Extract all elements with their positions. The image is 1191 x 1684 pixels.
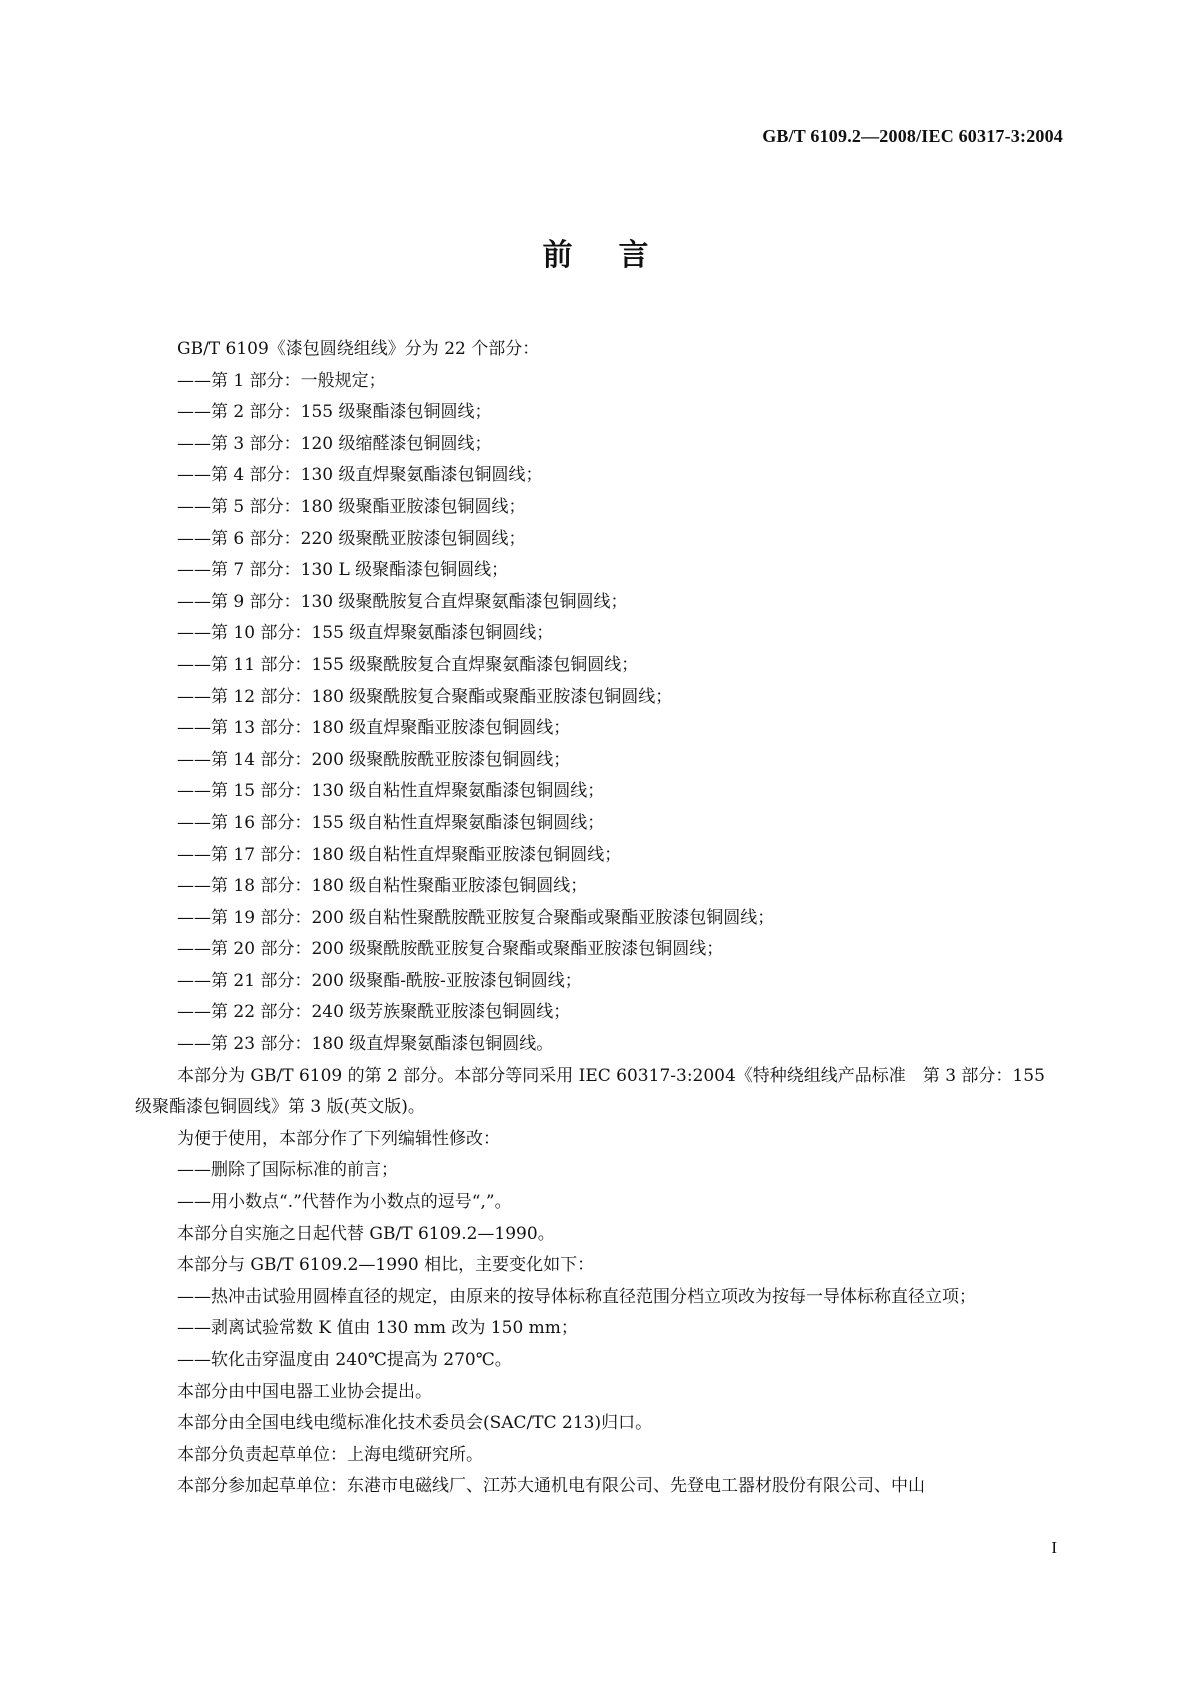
- list-item: ——第 3 部分：120 级缩醛漆包铜圆线；: [177, 433, 492, 454]
- drafter-paragraph: 本部分负责起草单位：上海电缆研究所。: [177, 1444, 483, 1465]
- list-item: ——第 18 部分：180 级自粘性聚酯亚胺漆包铜圆线；: [177, 876, 588, 897]
- changes-intro-paragraph: 本部分与 GB/T 6109.2—1990 相比，主要变化如下：: [177, 1255, 595, 1276]
- list-item: ——第 19 部分：200 级自粘性聚酰胺酰亚胺复合聚酯或聚酯亚胺漆包铜圆线；: [177, 907, 775, 928]
- centralized-paragraph: 本部分由全国电线电缆标准化技术委员会(SAC/TC 213)归口。: [177, 1413, 653, 1434]
- list-item: ——第 2 部分：155 级聚酯漆包铜圆线；: [177, 402, 492, 423]
- equivalence-paragraph: 本部分为 GB/T 6109 的第 2 部分。本部分等同采用 IEC 60317-3:2004《特种绕组线产品标准 第 3 部分：155 级聚酯漆包铜圆线》第 3 版(英文版)。: [135, 1065, 1045, 1118]
- page-number: I: [1051, 1538, 1057, 1557]
- list-item: ——第 9 部分：130 级聚酰胺复合直焊聚氨酯漆包铜圆线；: [177, 591, 628, 612]
- list-item: ——热冲击试验用圆棒直径的规定，由原来的按导体标称直径范围分档立项改为按每一导体标称直径立项；: [177, 1286, 976, 1307]
- list-item: ——第 20 部分：200 级聚酰胺酰亚胺复合聚酯或聚酯亚胺漆包铜圆线；: [177, 939, 724, 960]
- list-item: ——第 15 部分：130 级自粘性直焊聚氨酯漆包铜圆线；: [177, 781, 605, 802]
- list-item: ——第 12 部分：180 级聚酰胺复合聚酯或聚酯亚胺漆包铜圆线；: [177, 686, 673, 707]
- list-item: ——第 6 部分：220 级聚酰亚胺漆包铜圆线；: [177, 528, 526, 549]
- list-item: ——第 22 部分：240 级芳族聚酰亚胺漆包铜圆线；: [177, 1002, 571, 1023]
- proposed-paragraph: 本部分由中国电器工业协会提出。: [177, 1381, 432, 1402]
- list-item: ——第 10 部分：155 级直焊聚氨酯漆包铜圆线；: [177, 623, 554, 644]
- replace-paragraph: 本部分自实施之日起代替 GB/T 6109.2—1990。: [177, 1223, 555, 1244]
- list-item: ——第 23 部分：180 级直焊聚氨酯漆包铜圆线。: [177, 1034, 554, 1055]
- edit-intro-paragraph: 为便于使用，本部分作了下列编辑性修改：: [177, 1128, 500, 1149]
- list-item: ——第 11 部分：155 级聚酰胺复合直焊聚氨酯漆包铜圆线；: [177, 654, 639, 675]
- list-item: ——第 13 部分：180 级直焊聚酯亚胺漆包铜圆线；: [177, 718, 571, 739]
- list-item: ——第 16 部分：155 级自粘性直焊聚氨酯漆包铜圆线；: [177, 812, 605, 833]
- list-item: ——用小数点“.”代替作为小数点的逗号“,”。: [177, 1192, 512, 1213]
- list-item: ——第 5 部分：180 级聚酯亚胺漆包铜圆线；: [177, 496, 526, 517]
- list-item: ——第 17 部分：180 级自粘性直焊聚酯亚胺漆包铜圆线；: [177, 844, 622, 865]
- list-item: ——第 4 部分：130 级直焊聚氨酯漆包铜圆线；: [177, 465, 543, 486]
- list-item: ——第 7 部分：130 L 级聚酯漆包铜圆线；: [177, 560, 509, 581]
- document-body: [135, 334, 1057, 1503]
- list-item: ——第 1 部分：一般规定；: [177, 370, 386, 391]
- list-item: ——剥离试验常数 K 值由 130 mm 改为 150 mm；: [177, 1318, 578, 1339]
- intro-paragraph: GB/T 6109《漆包圆绕组线》分为 22 个部分：: [177, 339, 540, 359]
- list-item: ——第 21 部分：200 级聚酯-酰胺-亚胺漆包铜圆线；: [177, 970, 582, 991]
- list-item: ——软化击穿温度由 240℃提高为 270℃。: [177, 1350, 512, 1370]
- list-item: ——第 14 部分：200 级聚酰胺酰亚胺漆包铜圆线；: [177, 749, 571, 770]
- participants-paragraph: 本部分参加起草单位：东港市电磁线厂、江苏大通机电有限公司、先登电工器材股份有限公司、中山: [177, 1476, 925, 1497]
- page-title: 前言: [542, 238, 695, 273]
- parts-list: [135, 366, 1057, 1061]
- standard-code: GB/T 6109.2—2008/IEC 60317-3:2004: [762, 126, 1063, 146]
- list-item: ——删除了国际标准的前言；: [177, 1160, 398, 1181]
